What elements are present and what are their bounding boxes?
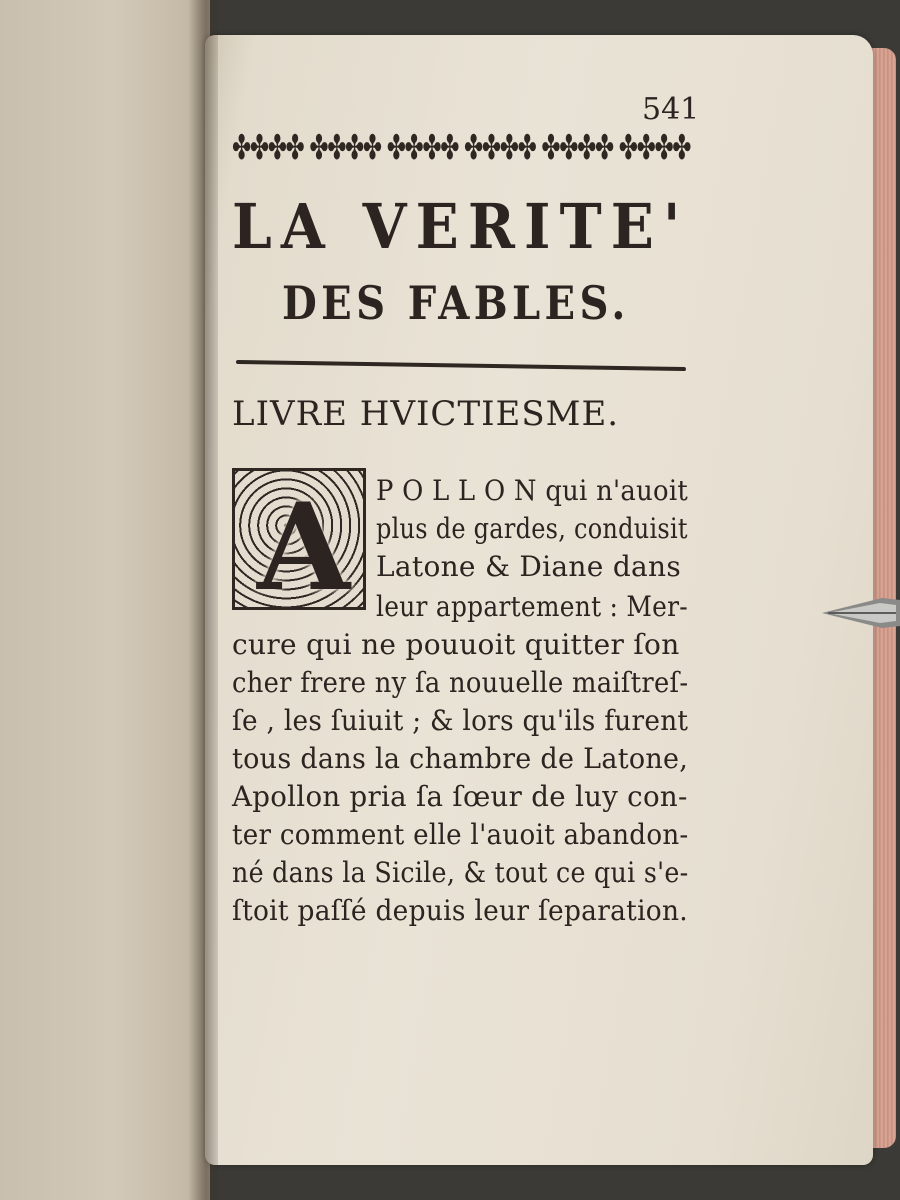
left-page — [0, 0, 210, 1200]
page-number: 541 — [642, 92, 700, 127]
body-line: leur appartement : Mer- — [376, 590, 688, 623]
body-line: ter comment elle l'auoit abandon- — [232, 818, 689, 851]
body-line: Latone & Diane dans — [376, 550, 682, 583]
drop-cap-letter: A — [257, 477, 351, 618]
body-line: ſtoit paſſé depuis leur ſeparation. — [232, 894, 688, 927]
body-line: cher frere ny ſa nouuelle maiſtreſ- — [232, 666, 689, 699]
body-line: P O L L O N qui n'auoit — [376, 474, 689, 507]
body-line: tous dans la chambre de Latone, — [232, 742, 689, 775]
body-line: Apollon pria ſa ſœur de luy con- — [232, 780, 688, 813]
page-clip-icon — [822, 596, 900, 630]
decorated-initial — [232, 468, 366, 618]
ornament-band: ✤✤✤✤ ✤✤✤✤ ✤✤✤✤ ✤✤✤✤ ✤✤✤✤ ✤✤✤✤ — [232, 128, 691, 168]
body-line: né dans la Sicile, & tout ce qui s'e- — [232, 856, 689, 889]
book-gutter — [188, 0, 218, 1200]
body-line: ſe , les ſuiuit ; & lors qu'ils furent — [232, 704, 689, 737]
body-line: plus de gardes, conduisit — [376, 512, 688, 545]
title-line-1: LA VERITE' — [232, 190, 690, 263]
book-heading: LIVRE HVICTIESME. — [232, 394, 620, 434]
title-line-2: DES FABLES. — [282, 276, 630, 330]
body-line: cure qui ne pouuoit quitter ſon — [232, 628, 680, 661]
